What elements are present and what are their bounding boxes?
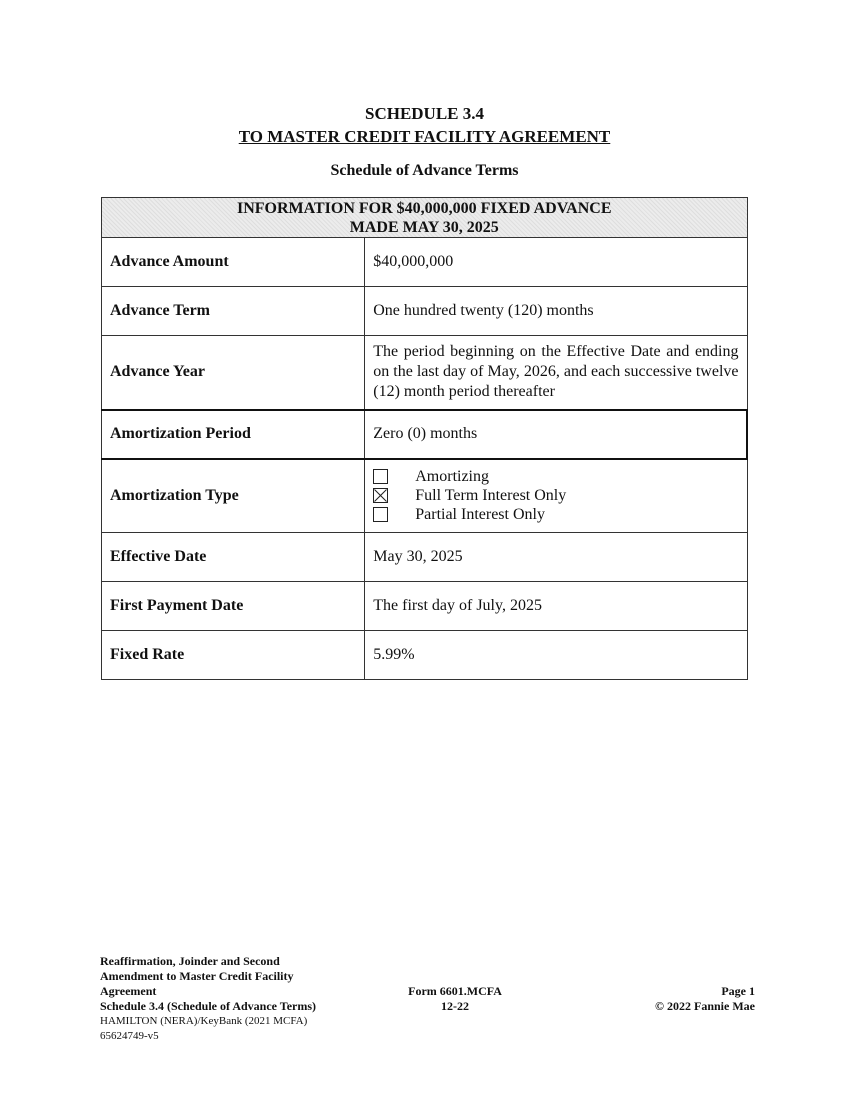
footer-line: Reaffirmation, Joinder and Second <box>100 954 280 968</box>
schedule-title: SCHEDULE 3.4 <box>364 104 485 123</box>
schedule-caption: Schedule of Advance Terms <box>330 162 519 179</box>
row-amortization-type <box>102 459 748 533</box>
value-amortization-type <box>365 459 747 533</box>
option-full-term-interest-only-label: Full Term Interest Only <box>415 486 567 504</box>
label-effective-date: Effective Date <box>102 533 365 582</box>
advance-terms-table <box>101 197 748 680</box>
schedule-subtitle: TO MASTER CREDIT FACILITY AGREEMENT <box>238 127 611 146</box>
value-advance-amount: $40,000,000 <box>365 238 747 287</box>
row-first-payment-date <box>102 582 748 631</box>
option-partial-interest-only-label: Partial Interest Only <box>415 505 545 523</box>
table-header-line-2: MADE MAY 30, 2025 <box>349 218 499 236</box>
footer-form-number: Form 6601.MCFA <box>408 984 502 998</box>
footer-form-date: 12-22 <box>441 999 469 1013</box>
label-advance-term: Advance Term <box>102 287 365 336</box>
value-fixed-rate: 5.99% <box>365 631 747 680</box>
checkbox-amortizing[interactable] <box>373 469 388 484</box>
footer-form-info <box>390 984 520 1014</box>
footer-line-small: HAMILTON (NERA)/KeyBank (2021 MCFA) <box>100 1015 308 1027</box>
row-amortization-period <box>102 410 748 459</box>
label-first-payment-date: First Payment Date <box>102 582 365 631</box>
footer-copyright: © 2022 Fannie Mae <box>655 999 755 1013</box>
footer-page-number: Page 1 <box>721 984 755 998</box>
row-effective-date <box>102 533 748 582</box>
option-partial-interest-only <box>373 505 738 524</box>
row-advance-term <box>102 287 748 336</box>
footer-document-info <box>100 954 390 1044</box>
value-advance-year: The period beginning on the Effective Date and ending on the last day of May, 2026, and each successive twelve (12) month period thereafter <box>365 336 747 410</box>
value-effective-date: May 30, 2025 <box>365 533 747 582</box>
value-advance-term: One hundred twenty (120) months <box>365 287 747 336</box>
checkbox-full-term-interest-only[interactable] <box>373 488 388 503</box>
label-advance-amount: Advance Amount <box>102 238 365 287</box>
table-header <box>102 198 748 238</box>
footer-line: Agreement <box>100 984 157 998</box>
label-advance-year: Advance Year <box>102 336 365 410</box>
footer-page-info <box>600 984 755 1014</box>
option-amortizing-label: Amortizing <box>415 467 489 485</box>
footer-line: Amendment to Master Credit Facility <box>100 969 294 983</box>
table-header-row <box>102 198 748 238</box>
table-header-line-1: INFORMATION FOR $40,000,000 FIXED ADVANCE <box>236 199 612 217</box>
row-advance-year <box>102 336 748 410</box>
checkbox-partial-interest-only[interactable] <box>373 507 388 522</box>
footer-doc-id: 65624749-v5 <box>100 1030 159 1042</box>
footer-line: Schedule 3.4 (Schedule of Advance Terms) <box>100 999 317 1013</box>
option-full-term-interest-only <box>373 486 738 505</box>
option-amortizing <box>373 467 738 486</box>
value-first-payment-date: The first day of July, 2025 <box>365 582 747 631</box>
label-amortization-type: Amortization Type <box>102 459 365 533</box>
label-amortization-period: Amortization Period <box>102 410 365 459</box>
row-fixed-rate <box>102 631 748 680</box>
row-advance-amount <box>102 238 748 287</box>
value-amortization-period: Zero (0) months <box>365 410 747 459</box>
label-fixed-rate: Fixed Rate <box>102 631 365 680</box>
